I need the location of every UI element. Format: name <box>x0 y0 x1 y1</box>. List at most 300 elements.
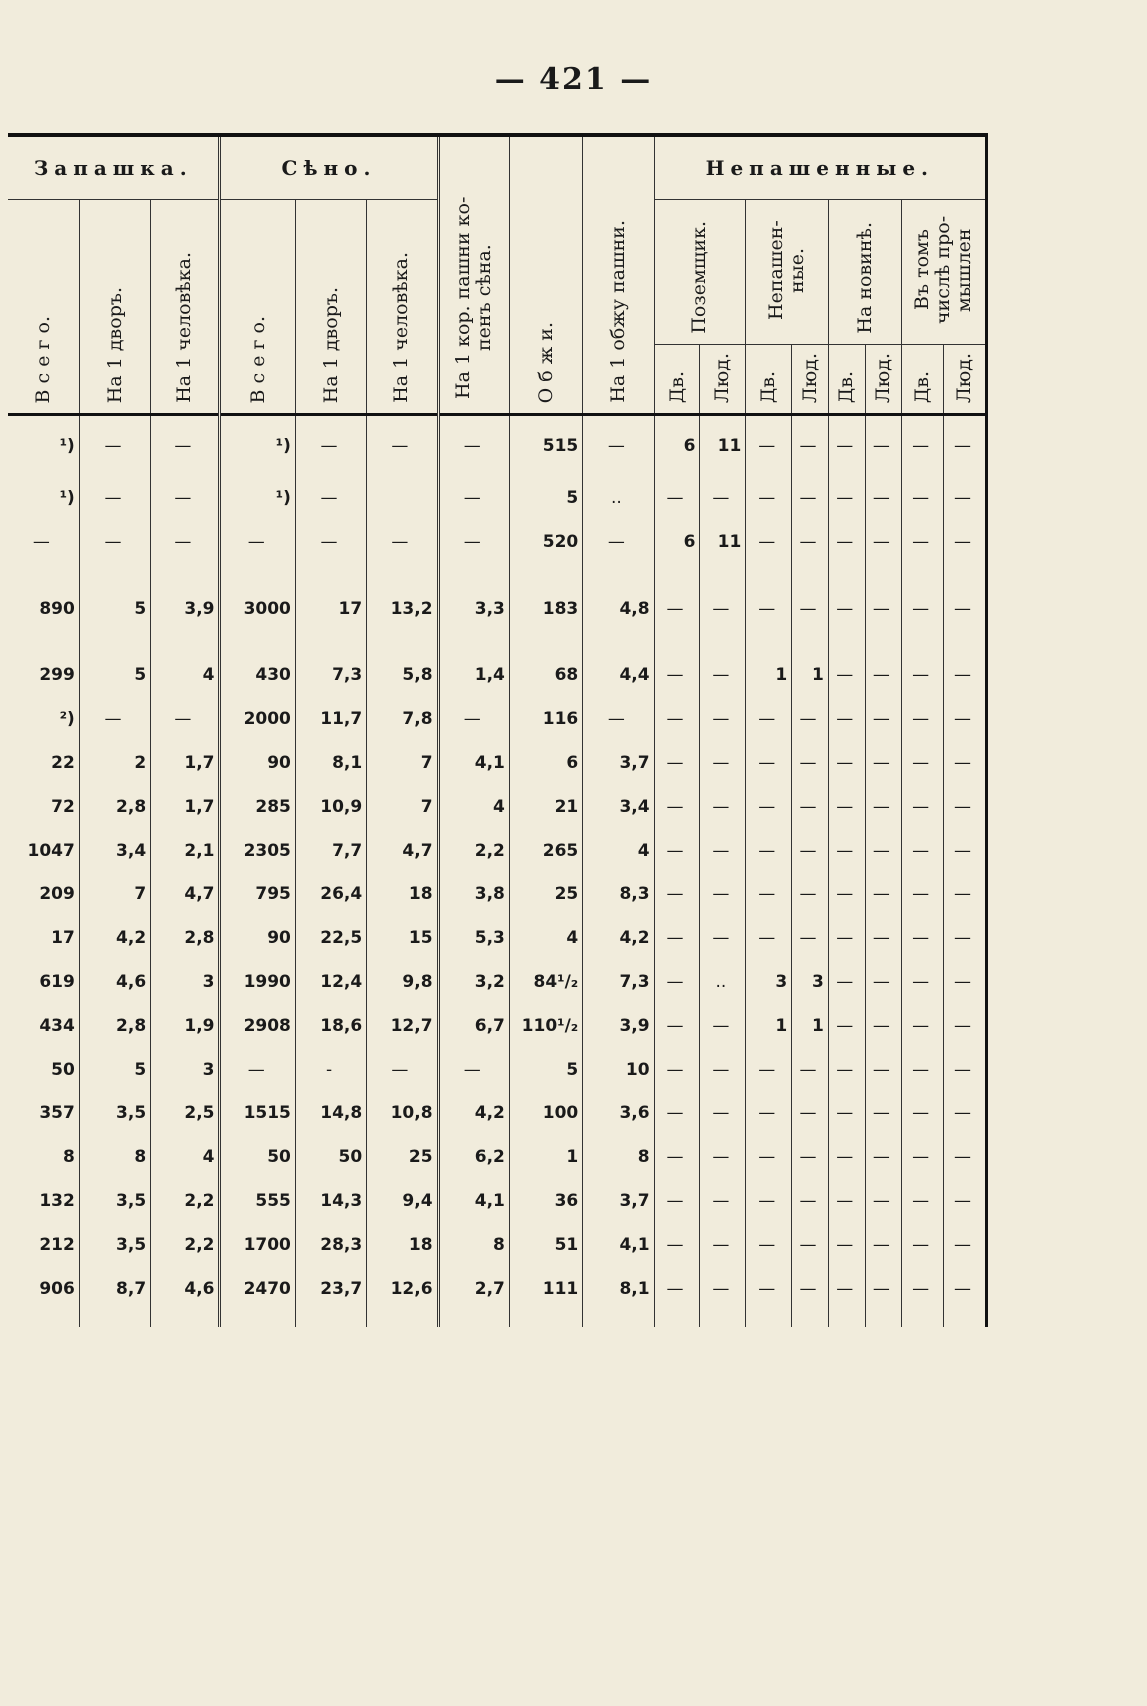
table-row <box>8 1267 987 1311</box>
table-cell: — <box>79 520 150 564</box>
table-cell: 4 <box>438 785 509 829</box>
table-cell: — <box>944 829 987 873</box>
table-cell: 1 <box>792 654 829 698</box>
table-cell: 4,1 <box>583 1223 654 1267</box>
table-cell: — <box>654 697 700 741</box>
table-cell: — <box>828 1135 865 1179</box>
table-cell: — <box>944 476 987 520</box>
table-cell: 7,3 <box>295 654 366 698</box>
table-cell: 515 <box>509 415 582 477</box>
group-seno: Сѣно. <box>220 135 438 200</box>
header-lyud: Люд. <box>944 345 987 415</box>
spacer-cell <box>438 1311 509 1327</box>
table-cell: 21 <box>509 785 582 829</box>
table-cell: 434 <box>39 1015 75 1036</box>
table-cell: — <box>865 960 902 1004</box>
header-lyud: Люд. <box>792 345 829 415</box>
table-cell: — <box>746 1092 792 1136</box>
header-seno-total: В с е г о. <box>220 200 295 415</box>
table-cell: 6,2 <box>438 1135 509 1179</box>
header-zapashka-total: В с е г о. <box>8 200 79 415</box>
table-cell: 299 <box>39 665 75 686</box>
table-cell: 132 <box>39 1191 75 1212</box>
table-cell: — <box>828 1092 865 1136</box>
table-cell: 5,3 <box>438 916 509 960</box>
subgroup-promyshlen: Въ томъ числѣ про-мышлен <box>902 200 987 345</box>
table-cell: — <box>792 1223 829 1267</box>
table-cell: — <box>79 476 150 520</box>
table-cell: 25 <box>367 1135 438 1179</box>
table-cell: 22,5 <box>295 916 366 960</box>
spacer-cell <box>700 1311 746 1327</box>
table-cell: 1 <box>746 1004 792 1048</box>
table-cell: — <box>902 697 944 741</box>
table-row <box>8 741 987 785</box>
table-cell: — <box>828 564 865 654</box>
table-cell: 50 <box>51 1059 75 1080</box>
table-cell: — <box>700 654 746 698</box>
table-cell: .. <box>583 476 654 520</box>
table-cell: — <box>746 415 792 477</box>
header-lyud: Люд. <box>865 345 902 415</box>
spacer-cell <box>220 1311 295 1327</box>
table-cell: 4,6 <box>79 960 150 1004</box>
group-zapashka: Запашка. <box>8 135 220 200</box>
table-cell: 5 <box>509 1048 582 1092</box>
spacer-cell <box>746 1311 792 1327</box>
table-cell: ¹) <box>59 487 75 508</box>
table-cell: — <box>944 741 987 785</box>
subgroup-nepashennye: Непашен-ные. <box>746 200 829 345</box>
table-cell: 11 <box>700 415 746 477</box>
header-dv: Дв. <box>828 345 865 415</box>
table-cell: 5 <box>79 564 150 654</box>
table-cell: — <box>902 916 944 960</box>
table-cell: — <box>828 1223 865 1267</box>
table-cell: — <box>865 741 902 785</box>
table-cell: — <box>902 1223 944 1267</box>
table-cell: — <box>220 1048 295 1092</box>
table-cell: — <box>792 697 829 741</box>
table-cell: 90 <box>220 741 295 785</box>
table-cell: 7,7 <box>295 829 366 873</box>
table-cell: 3000 <box>220 564 295 654</box>
table-cell: — <box>792 1267 829 1311</box>
table-cell: 8 <box>438 1223 509 1267</box>
table-cell: — <box>865 1004 902 1048</box>
table-cell: 3,8 <box>438 873 509 917</box>
table-cell: — <box>700 829 746 873</box>
table-cell: 14,8 <box>295 1092 366 1136</box>
table-row <box>8 1179 987 1223</box>
table-cell: — <box>865 1048 902 1092</box>
spacer-cell <box>151 1311 220 1327</box>
table-cell: 4 <box>151 654 220 698</box>
table-cell: 4,7 <box>367 829 438 873</box>
table-cell: 1 <box>792 1004 829 1048</box>
table-cell: 3,7 <box>583 741 654 785</box>
table-cell: — <box>865 873 902 917</box>
header-per-obzha: На 1 обжу пашни. <box>583 135 654 415</box>
table-cell: — <box>438 520 509 564</box>
table-cell: — <box>902 564 944 654</box>
table-cell: — <box>902 741 944 785</box>
table-cell: — <box>746 1223 792 1267</box>
table-cell: .. <box>700 960 746 1004</box>
table-cell: 15 <box>367 916 438 960</box>
header-dv: Дв. <box>746 345 792 415</box>
table-cell: — <box>828 873 865 917</box>
table-cell: 8 <box>583 1135 654 1179</box>
table-cell: — <box>583 697 654 741</box>
table-cell: 18,6 <box>295 1004 366 1048</box>
spacer-cell <box>792 1311 829 1327</box>
table-cell: 4 <box>151 1135 220 1179</box>
table-cell: ¹) <box>220 476 295 520</box>
table-cell: 2470 <box>220 1267 295 1311</box>
table-cell: 1 <box>509 1135 582 1179</box>
table-cell: 3,7 <box>583 1179 654 1223</box>
table-cell: 110¹/₂ <box>509 1004 582 1048</box>
table-cell: — <box>79 415 150 477</box>
table-cell: 2,7 <box>438 1267 509 1311</box>
table-cell: — <box>828 415 865 477</box>
table-row <box>8 564 987 654</box>
table-cell: — <box>902 1004 944 1048</box>
table-row <box>8 476 987 520</box>
table-cell: — <box>944 1092 987 1136</box>
table-cell: — <box>746 1267 792 1311</box>
table-cell: — <box>944 960 987 1004</box>
table-cell: 10,9 <box>295 785 366 829</box>
table-row <box>8 697 987 741</box>
table-row <box>8 960 987 1004</box>
table-cell: 4,4 <box>583 654 654 698</box>
table-cell: 3,2 <box>438 960 509 1004</box>
table-cell: 14,3 <box>295 1179 366 1223</box>
table-cell: — <box>902 1267 944 1311</box>
table-cell: — <box>700 1223 746 1267</box>
table-cell: 3,5 <box>79 1092 150 1136</box>
table-cell: — <box>746 1048 792 1092</box>
table-cell: — <box>902 1179 944 1223</box>
table-cell: 2,8 <box>151 916 220 960</box>
table-cell: - <box>295 1048 366 1092</box>
table-cell: 4,8 <box>583 564 654 654</box>
subgroup-na-novine: На новинѣ. <box>828 200 901 345</box>
table-cell: — <box>944 785 987 829</box>
table-cell: — <box>700 873 746 917</box>
table-cell: ¹) <box>59 436 75 456</box>
table-cell: 2,2 <box>438 829 509 873</box>
header-dv: Дв. <box>654 345 700 415</box>
table-cell: — <box>944 1267 987 1311</box>
table-cell: 6 <box>654 415 700 477</box>
table-cell: 28,3 <box>295 1223 366 1267</box>
table-cell: ¹) <box>220 415 295 477</box>
table-body <box>8 415 987 1327</box>
table-cell: — <box>865 829 902 873</box>
table-cell: — <box>438 476 509 520</box>
table-cell: — <box>700 564 746 654</box>
table-cell: 8,3 <box>583 873 654 917</box>
table-cell: 25 <box>509 873 582 917</box>
table-cell: 890 <box>39 598 75 619</box>
table-cell: 3 <box>151 1048 220 1092</box>
table-row <box>8 1135 987 1179</box>
spacer-cell <box>367 1311 438 1327</box>
table-cell: — <box>654 654 700 698</box>
table-cell: 17 <box>51 928 75 949</box>
table-cell: — <box>700 916 746 960</box>
table-row <box>8 1223 987 1267</box>
table-cell: 209 <box>39 884 75 905</box>
statistics-table-wrapper <box>8 133 988 1327</box>
table-cell: — <box>792 829 829 873</box>
table-cell: — <box>828 654 865 698</box>
table-cell: 11,7 <box>295 697 366 741</box>
table-cell: — <box>792 741 829 785</box>
table-cell: ²) <box>59 709 75 730</box>
table-cell: — <box>654 564 700 654</box>
table-cell: — <box>944 1004 987 1048</box>
table-cell: 12,4 <box>295 960 366 1004</box>
table-cell: — <box>792 564 829 654</box>
table-cell: 4 <box>583 829 654 873</box>
table-row <box>8 916 987 960</box>
table-cell: — <box>654 476 700 520</box>
table-cell: — <box>295 476 366 520</box>
table-cell: — <box>865 476 902 520</box>
header-obzhi: О б ж и. <box>509 135 582 415</box>
spacer-cell <box>79 1311 150 1327</box>
table-cell: — <box>700 1004 746 1048</box>
table-cell: — <box>865 1223 902 1267</box>
spacer-cell <box>865 1311 902 1327</box>
table-cell: — <box>944 415 987 477</box>
spacer-cell <box>944 1311 987 1327</box>
statistics-table <box>8 133 988 1327</box>
table-cell: 7 <box>367 741 438 785</box>
header-seno-per-yard: На 1 дворъ. <box>295 200 366 415</box>
table-cell: 2,8 <box>79 1004 150 1048</box>
table-cell: — <box>746 785 792 829</box>
table-cell: — <box>654 1223 700 1267</box>
table-cell: — <box>865 1179 902 1223</box>
table-cell: — <box>746 829 792 873</box>
table-cell: 4,7 <box>151 873 220 917</box>
table-cell: — <box>865 1135 902 1179</box>
table-cell: — <box>944 1179 987 1223</box>
table-cell: 90 <box>220 916 295 960</box>
table-row <box>8 873 987 917</box>
table-row <box>8 785 987 829</box>
table-cell: 8,1 <box>295 741 366 785</box>
spacer-cell <box>654 1311 700 1327</box>
table-cell: 8,7 <box>79 1267 150 1311</box>
table-cell: 1,7 <box>151 741 220 785</box>
table-cell: 8 <box>79 1135 150 1179</box>
group-nepashennye: Непашенные. <box>654 135 986 200</box>
table-cell: 1,9 <box>151 1004 220 1048</box>
table-cell: 50 <box>220 1135 295 1179</box>
table-cell: 10 <box>583 1048 654 1092</box>
table-cell: — <box>654 873 700 917</box>
table-cell: — <box>828 520 865 564</box>
table-row <box>8 415 987 477</box>
table-cell: — <box>746 697 792 741</box>
table-cell: — <box>902 960 944 1004</box>
table-cell: 9,4 <box>367 1179 438 1223</box>
table-cell: 1515 <box>220 1092 295 1136</box>
table-cell: 18 <box>367 873 438 917</box>
table-cell: — <box>828 741 865 785</box>
table-cell: 5 <box>79 1048 150 1092</box>
table-cell: 6,7 <box>438 1004 509 1048</box>
table-cell: 3 <box>746 960 792 1004</box>
table-cell: — <box>902 1135 944 1179</box>
table-row <box>8 829 987 873</box>
subgroup-pozemshchik: Поземщик. <box>654 200 746 345</box>
table-cell: 3,3 <box>438 564 509 654</box>
table-cell: 100 <box>509 1092 582 1136</box>
table-cell: — <box>700 1092 746 1136</box>
table-cell: — <box>700 1048 746 1092</box>
table-cell: — <box>654 829 700 873</box>
table-cell: 183 <box>509 564 582 654</box>
table-cell: — <box>902 415 944 477</box>
table-cell: 357 <box>39 1103 75 1124</box>
table-cell: — <box>828 697 865 741</box>
header-seno-per-person: На 1 человѣка. <box>367 200 438 415</box>
table-cell: 84¹/₂ <box>509 960 582 1004</box>
table-cell: 18 <box>367 1223 438 1267</box>
table-cell: — <box>792 520 829 564</box>
header-zapashka-per-person: На 1 человѣка. <box>151 200 220 415</box>
table-cell: — <box>151 520 220 564</box>
table-cell: 2305 <box>220 829 295 873</box>
table-row <box>8 1004 987 1048</box>
table-cell: — <box>746 564 792 654</box>
table-cell: 7,8 <box>367 697 438 741</box>
table-cell: — <box>828 1267 865 1311</box>
table-cell: 6 <box>509 741 582 785</box>
table-cell: — <box>700 785 746 829</box>
table-cell: 795 <box>220 873 295 917</box>
table-cell: — <box>865 520 902 564</box>
table-cell: 2,8 <box>79 785 150 829</box>
table-cell: — <box>654 1004 700 1048</box>
table-cell: — <box>438 415 509 477</box>
table-cell: 1 <box>746 654 792 698</box>
table-cell: 2,2 <box>151 1179 220 1223</box>
table-bottom-spacer <box>8 1311 987 1327</box>
table-cell: — <box>828 476 865 520</box>
table-cell: — <box>792 1135 829 1179</box>
table-cell: — <box>583 415 654 477</box>
table-cell: 3 <box>151 960 220 1004</box>
spacer-cell <box>8 1311 79 1327</box>
table-cell: — <box>700 1179 746 1223</box>
table-cell: 1990 <box>220 960 295 1004</box>
table-cell: — <box>295 415 366 477</box>
spacer-cell <box>509 1311 582 1327</box>
table-cell: — <box>902 1048 944 1092</box>
table-cell: 3,4 <box>79 829 150 873</box>
table-cell: 12,7 <box>367 1004 438 1048</box>
table-cell: — <box>438 1048 509 1092</box>
table-cell: 212 <box>39 1234 75 1255</box>
spacer-cell <box>295 1311 366 1327</box>
table-cell: — <box>865 697 902 741</box>
table-cell: 265 <box>509 829 582 873</box>
table-cell: — <box>746 916 792 960</box>
table-cell: 3,5 <box>79 1223 150 1267</box>
table-cell: 430 <box>220 654 295 698</box>
table-cell: — <box>700 1135 746 1179</box>
table-cell: — <box>828 1004 865 1048</box>
table-cell: 36 <box>509 1179 582 1223</box>
table-cell: — <box>792 1179 829 1223</box>
table-cell: — <box>746 873 792 917</box>
table-cell: 555 <box>220 1179 295 1223</box>
table-cell: 5 <box>509 476 582 520</box>
table-cell: — <box>32 531 50 552</box>
table-cell: 12,6 <box>367 1267 438 1311</box>
table-cell: — <box>865 785 902 829</box>
header-ratio: На 1 кор. пашни ко-пенъ сѣна. <box>438 135 509 415</box>
table-cell: — <box>792 785 829 829</box>
table-cell: — <box>902 785 944 829</box>
table-cell: — <box>654 1267 700 1311</box>
table-cell: 3 <box>792 960 829 1004</box>
table-cell: — <box>865 415 902 477</box>
table-cell: — <box>792 1048 829 1092</box>
table-cell: — <box>746 520 792 564</box>
table-cell: — <box>654 1048 700 1092</box>
table-cell: — <box>902 873 944 917</box>
table-cell: 1700 <box>220 1223 295 1267</box>
table-cell: — <box>151 415 220 477</box>
table-cell: 2,5 <box>151 1092 220 1136</box>
table-cell: 619 <box>39 972 75 993</box>
table-cell: 2000 <box>220 697 295 741</box>
table-cell: — <box>654 1135 700 1179</box>
table-cell: 5,8 <box>367 654 438 698</box>
table-cell: — <box>902 520 944 564</box>
spacer-cell <box>902 1311 944 1327</box>
table-cell: — <box>944 916 987 960</box>
table-cell: 26,4 <box>295 873 366 917</box>
table-cell: — <box>654 741 700 785</box>
table-cell: 72 <box>51 796 75 817</box>
table-cell: — <box>828 916 865 960</box>
table-cell: 10,8 <box>367 1092 438 1136</box>
table-cell: — <box>746 1179 792 1223</box>
table-cell: — <box>792 1092 829 1136</box>
table-cell: 2 <box>79 741 150 785</box>
table-cell: — <box>865 564 902 654</box>
table-cell: — <box>700 476 746 520</box>
table-cell: 4,1 <box>438 741 509 785</box>
table-cell: 3,9 <box>151 564 220 654</box>
table-cell: 1,7 <box>151 785 220 829</box>
spacer-cell <box>583 1311 654 1327</box>
table-cell: — <box>700 697 746 741</box>
header-dv: Дв. <box>902 345 944 415</box>
table-cell: — <box>902 654 944 698</box>
table-cell: 116 <box>509 697 582 741</box>
